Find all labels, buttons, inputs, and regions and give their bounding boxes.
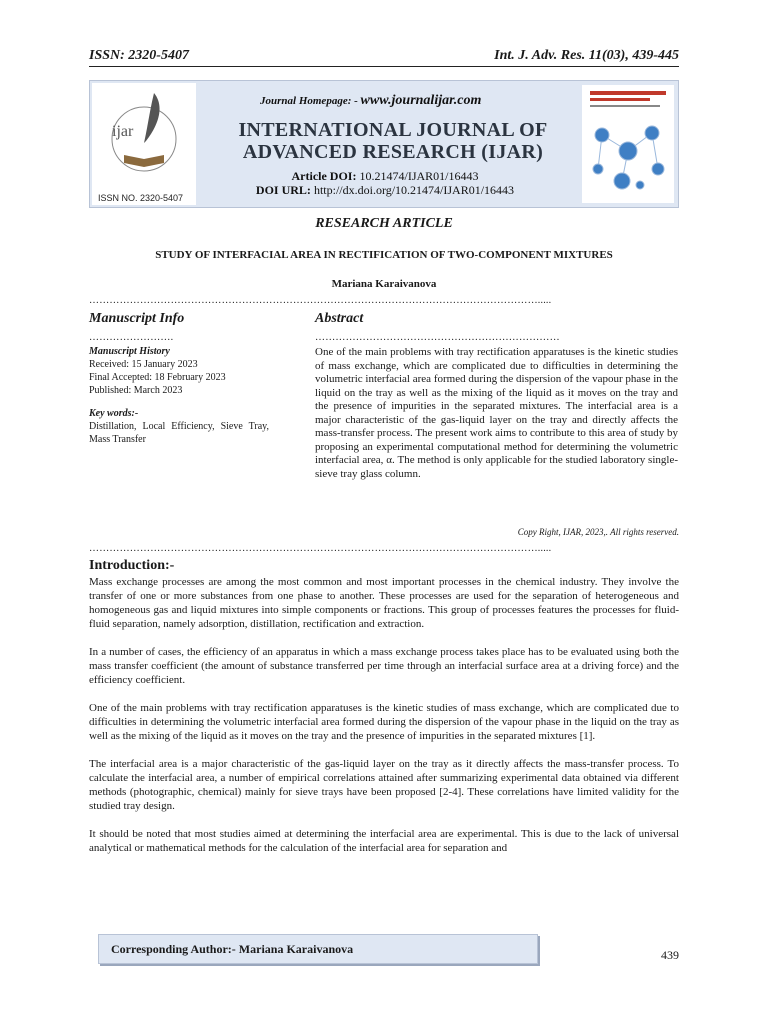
logo-issn: ISSN NO. 2320-5407 [98, 193, 184, 203]
paragraph: One of the main problems with tray rectification apparatuses is the kinetic studies of mass exchange, which are complicated due to difficulties in determining the volumetric interfacial area formed during the dispersion of the vapour phase in the liquid on the tray as well as the mixing of the liquid as it moves on the tray and the presence of impurities in the separated mixtures [1]. [89, 702, 679, 742]
paper-title: STUDY OF INTERFACIAL AREA IN RECTIFICATION OF TWO-COMPONENT MIXTURES [155, 249, 613, 261]
paragraph: It should be noted that most studies aimed at determining the interfacial area are experimental. This is due to the lack of universal analytical or mathematical methods for the calculation of the interfacial area for separation and [89, 828, 679, 854]
journal-title-line1: INTERNATIONAL JOURNAL OF [238, 119, 548, 141]
introduction-body [89, 575, 679, 869]
paragraph: The interfacial area is a major characteristic of the gas-liquid layer on the tray as it directly affects the mass-transfer process. To calculate the interfacial area, a number of empirical correlations attained after summarizing experimental data obtained via different methods (photographic, chemical) mainly for sieve trays have been proposed [2-4]. These correlations have limited validity for the studied tray design. [89, 758, 679, 812]
journal-banner [89, 80, 679, 208]
abstract-text: One of the main problems with tray rectification apparatuses is the kinetic studies of mass exchange, which are complicated due to difficulties in determining the volumetric interfacial area formed during the dispersion of the vapour phase in the liquid on the tray as well as the mixing of the liquid as it moves on the tray and the presence of impurities in the separated mixtures. The interfacial area is a major characteristic of the gas-liquid layer on the tray and directly affects the mass-transfer process. The present work aims to contribute to this area of study by proposing an experimental computational method for determining the volumetric interfacial area, α. The method is only applicable for the studied laboratory single-sieve tray glass column. [315, 346, 678, 480]
journal-reference: Int. J. Adv. Res. 11(03), 439-445 [494, 48, 679, 63]
paragraph: In a number of cases, the efficiency of an apparatus in which a mass exchange process takes place has to be evaluated using both the mass transfer coefficient (the amount of substance transferred per time through an interfacial surface area at a driving force) and the efficiency coefficient. [89, 646, 679, 686]
paragraph: Mass exchange processes are among the most common and most important processes in the chemical industry. They involve the transfer of one or more substances from one phase to another. These processes are used for the separation of heterogeneous and homogeneous gas and liquid mixtures into simple components or fractions. This group of processes features the processes for fluid-fluid separation, namely adsorption, distillation, rectification and extraction. [89, 576, 679, 630]
journal-title [218, 119, 568, 163]
journal-title-line2: ADVANCED RESEARCH (IJAR) [242, 141, 544, 163]
history-heading: Manuscript History [89, 346, 170, 357]
dotted-separator: ……………………………………………………………… [315, 332, 560, 343]
journal-cover-thumbnail [582, 85, 674, 203]
abstract-heading: Abstract [315, 311, 364, 326]
running-header [89, 48, 679, 67]
homepage-line [260, 93, 481, 109]
dotted-separator: ……………………………………………………………………………………………………………………..... [89, 295, 552, 306]
dotted-separator: ……………………. [89, 332, 174, 343]
page-number: 439 [661, 948, 679, 962]
introduction-heading: Introduction:- [89, 558, 175, 573]
homepage-label: Journal Homepage: - [260, 95, 361, 107]
received-date: Received: 15 January 2023 [89, 359, 198, 370]
keywords-heading: Key words:- [89, 408, 139, 419]
logo-text: ijar [112, 123, 134, 140]
homepage-link[interactable]: www.journalijar.com [360, 93, 482, 108]
manuscript-info [89, 345, 269, 446]
dotted-separator: ……………………………………………………………………………………………………………………..... [89, 543, 552, 554]
accepted-date: Final Accepted: 18 February 2023 [89, 372, 226, 383]
copyright-notice: Copy Right, IJAR, 2023,. All rights reserved. [517, 527, 679, 537]
corresponding-author-box: Corresponding Author:- Mariana Karaivanova [98, 934, 538, 964]
article-doi-label: Article DOI: [291, 169, 357, 183]
issn-label: ISSN: 2320-5407 [89, 48, 189, 63]
doi-url-link[interactable]: http://dx.doi.org/10.21474/IJAR01/16443 [313, 183, 515, 197]
published-date: Published: March 2023 [89, 385, 183, 396]
article-type: RESEARCH ARTICLE [315, 216, 453, 231]
article-doi-value: 10.21474/IJAR01/16443 [359, 169, 479, 183]
doi-url-label: DOI URL: [255, 183, 311, 197]
author-name: Mariana Karaivanova [331, 278, 437, 290]
manuscript-info-heading: Manuscript Info [89, 311, 185, 326]
keywords: Distillation, Local Efficiency, Sieve Tray, Mass Transfer [89, 421, 269, 445]
molecule-cover-icon [582, 85, 674, 203]
